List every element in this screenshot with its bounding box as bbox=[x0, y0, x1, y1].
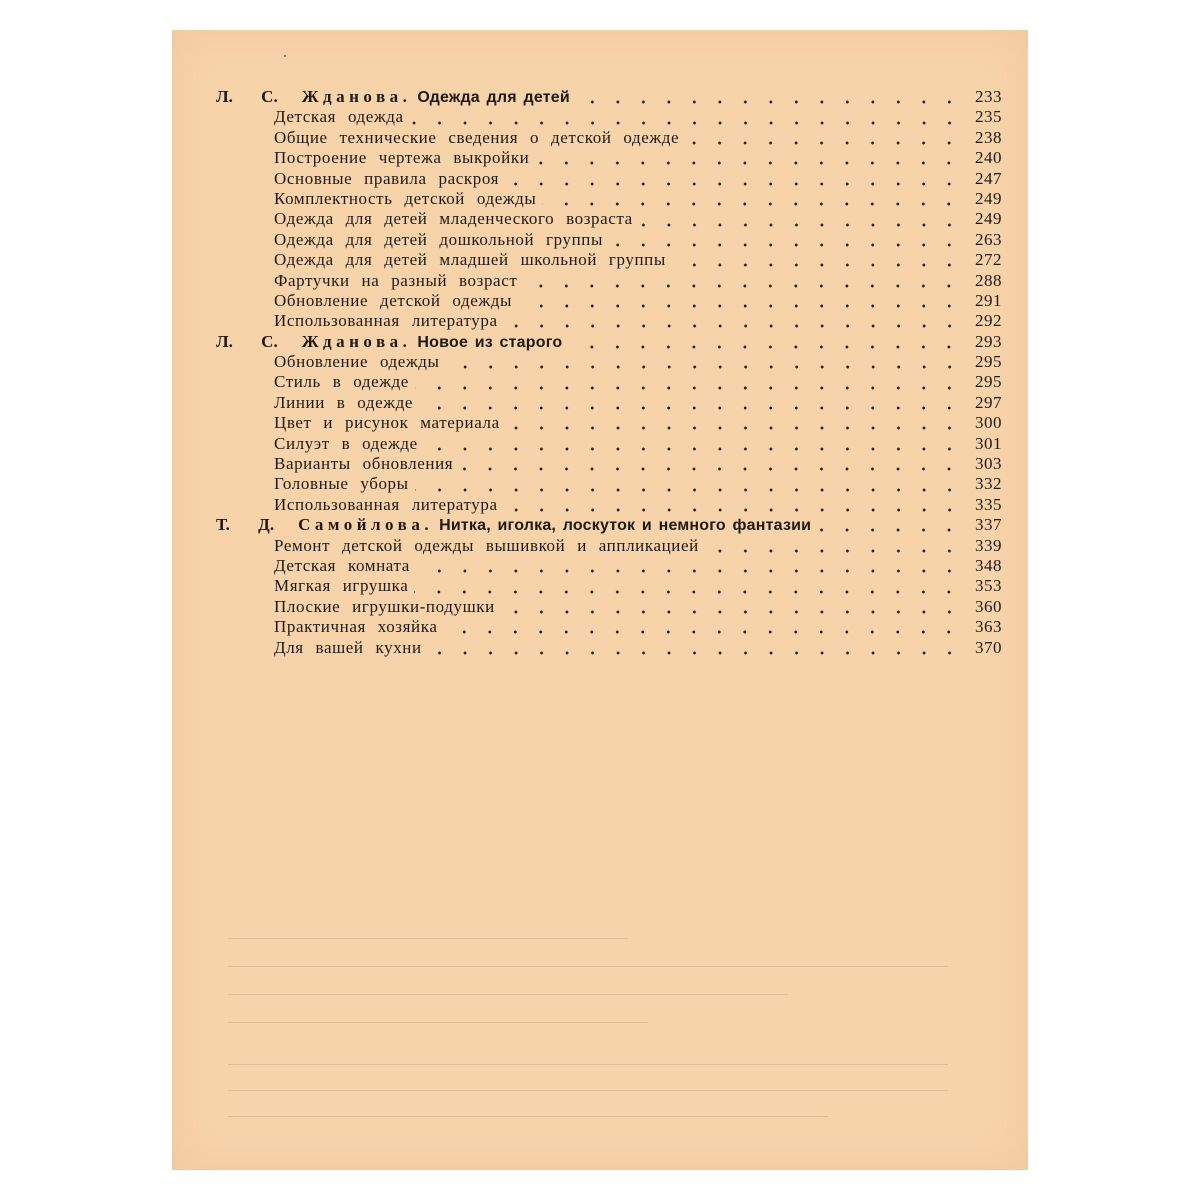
toc-entry-title: Общие технические сведения о детской одежде bbox=[274, 127, 680, 147]
toc-subentry bbox=[216, 556, 1002, 576]
toc-page-number: 300 bbox=[975, 413, 1002, 433]
toc-subentry bbox=[216, 434, 1002, 454]
toc-entry-title: Линии в одежде bbox=[274, 392, 413, 412]
toc-entry-title: Фартучки на разный возраст bbox=[274, 270, 518, 290]
toc-page-number: 240 bbox=[975, 148, 1002, 168]
toc-page-number: 295 bbox=[975, 352, 1002, 372]
toc-author-surname: Жданова. bbox=[301, 331, 412, 351]
dot-leader bbox=[410, 121, 962, 125]
toc-page-number: 272 bbox=[975, 250, 1002, 270]
toc-entry-title: Варианты обновления bbox=[274, 454, 454, 474]
toc-page-number: 291 bbox=[975, 290, 1002, 310]
toc-page-number: 249 bbox=[975, 188, 1002, 208]
toc-page-number: 247 bbox=[975, 168, 1002, 188]
toc-page-number: 370 bbox=[975, 637, 1002, 657]
toc-entry-title: Построение чертежа выкройки bbox=[274, 148, 530, 168]
show-through-line bbox=[228, 1022, 648, 1033]
dot-leader bbox=[705, 549, 962, 553]
toc-subentry bbox=[216, 372, 1002, 392]
toc-section-heading bbox=[216, 515, 811, 536]
dot-leader bbox=[419, 406, 962, 410]
show-through-line bbox=[228, 938, 628, 949]
toc-entry-title: Мягкая игрушка bbox=[274, 576, 409, 596]
toc-page-number: 293 bbox=[975, 331, 1002, 351]
toc-page-number: 337 bbox=[975, 515, 1002, 535]
toc-page-number: 363 bbox=[975, 617, 1002, 637]
toc-entry-title: Одежда для детей младенческого возраста bbox=[274, 209, 633, 229]
dot-leader bbox=[414, 590, 962, 594]
toc-page-number: 335 bbox=[975, 494, 1002, 514]
toc-subentry bbox=[216, 209, 1002, 229]
toc-page-number: 238 bbox=[975, 127, 1002, 147]
toc-author-initials: Л. С. bbox=[216, 331, 278, 351]
dot-leader bbox=[672, 263, 962, 267]
dot-leader bbox=[505, 182, 962, 186]
toc-entry-title: Использованная литература bbox=[274, 494, 498, 514]
table-of-contents bbox=[216, 87, 1002, 658]
dot-leader bbox=[639, 223, 962, 227]
toc-page-number: 233 bbox=[975, 87, 1002, 106]
toc-subentry bbox=[216, 597, 1002, 617]
dot-leader bbox=[446, 365, 962, 369]
dot-leader bbox=[506, 426, 962, 430]
show-through-line bbox=[228, 1116, 828, 1127]
toc-page-number: 332 bbox=[975, 474, 1002, 494]
toc-entry-title: Плоские игрушки-подушки bbox=[274, 596, 495, 616]
toc-page-number: 303 bbox=[975, 454, 1002, 474]
toc-page-number: 235 bbox=[975, 107, 1002, 127]
toc-subentry bbox=[216, 638, 1002, 658]
dot-leader bbox=[428, 651, 962, 655]
dot-leader bbox=[504, 508, 962, 512]
dot-leader bbox=[443, 630, 962, 634]
book-page bbox=[172, 30, 1028, 1170]
toc-entry-title: Практичная хозяйка bbox=[274, 617, 438, 637]
toc-entry-title: Детская одежда bbox=[274, 107, 404, 127]
dot-leader bbox=[424, 447, 962, 451]
show-through-line bbox=[228, 966, 948, 977]
show-through-line bbox=[228, 1090, 948, 1101]
toc-entry-title: Стиль в одежде bbox=[274, 372, 409, 392]
toc-author bbox=[216, 515, 433, 534]
dot-leader bbox=[576, 100, 962, 104]
dot-leader bbox=[504, 324, 962, 328]
dot-leader bbox=[685, 141, 962, 145]
toc-entry-title: Детская комната bbox=[274, 555, 410, 575]
toc-subentry bbox=[216, 536, 1002, 556]
toc-section-title: Новое из старого bbox=[417, 333, 563, 351]
toc-section-heading bbox=[216, 87, 570, 108]
toc-section-entry bbox=[216, 515, 1002, 535]
toc-author bbox=[216, 87, 411, 106]
toc-subentry bbox=[216, 474, 1002, 494]
toc-author-surname: Самойлова. bbox=[298, 515, 434, 535]
dot-leader bbox=[523, 284, 962, 288]
toc-entry-title: Использованная литература bbox=[274, 311, 498, 331]
toc-subentry bbox=[216, 128, 1002, 148]
toc-subentry bbox=[216, 291, 1002, 311]
dot-leader bbox=[568, 345, 962, 349]
toc-subentry bbox=[216, 189, 1002, 209]
toc-page-number: 288 bbox=[975, 270, 1002, 290]
toc-page-number: 348 bbox=[975, 555, 1002, 575]
toc-entry-title: Цвет и рисунок материала bbox=[274, 413, 500, 433]
show-through-line bbox=[228, 994, 788, 1005]
toc-subentry bbox=[216, 576, 1002, 596]
toc-author bbox=[216, 332, 411, 351]
toc-subentry bbox=[216, 169, 1002, 189]
toc-page-number: 292 bbox=[975, 311, 1002, 331]
toc-section-title: Одежда для детей bbox=[417, 89, 570, 106]
toc-entry-title: Обновление детской одежды bbox=[274, 290, 512, 310]
toc-entry-title: Для вашей кухни bbox=[274, 637, 422, 657]
ink-speck bbox=[284, 55, 286, 57]
toc-entry-title: Одежда для детей дошкольной группы bbox=[274, 229, 604, 249]
dot-leader bbox=[518, 304, 962, 308]
toc-page-number: 295 bbox=[975, 372, 1002, 392]
toc-page-number: 249 bbox=[975, 209, 1002, 229]
toc-subentry bbox=[216, 107, 1002, 127]
toc-subentry bbox=[216, 495, 1002, 515]
toc-subentry bbox=[216, 230, 1002, 250]
dot-leader bbox=[817, 528, 962, 532]
toc-section-entry bbox=[216, 87, 1002, 107]
dot-leader bbox=[459, 467, 962, 471]
toc-page-number: 360 bbox=[975, 596, 1002, 616]
toc-page-number: 339 bbox=[975, 535, 1002, 555]
toc-page-number: 353 bbox=[975, 576, 1002, 596]
show-through-line bbox=[228, 1064, 948, 1075]
toc-subentry bbox=[216, 148, 1002, 168]
toc-page-number: 301 bbox=[975, 433, 1002, 453]
toc-entry-title: Головные уборы bbox=[274, 474, 409, 494]
toc-entry-title: Основные правила раскроя bbox=[274, 168, 500, 188]
toc-subentry bbox=[216, 454, 1002, 474]
toc-entry-title: Ремонт детской одежды вышивкой и аппликацией bbox=[274, 535, 699, 555]
toc-section-entry bbox=[216, 332, 1002, 352]
toc-subentry bbox=[216, 250, 1002, 270]
toc-subentry bbox=[216, 393, 1002, 413]
dot-leader bbox=[415, 386, 962, 390]
toc-entry-title: Силуэт в одежде bbox=[274, 433, 418, 453]
toc-entry-title: Комплектность детской одежды bbox=[274, 188, 537, 208]
toc-page-number: 297 bbox=[975, 392, 1002, 412]
toc-author-initials: Л. С. bbox=[216, 87, 278, 106]
toc-author-surname: Жданова. bbox=[301, 87, 412, 106]
toc-entry-title: Обновление одежды bbox=[274, 352, 440, 372]
toc-subentry bbox=[216, 271, 1002, 291]
toc-subentry bbox=[216, 617, 1002, 637]
toc-section-heading bbox=[216, 332, 562, 353]
dot-leader bbox=[415, 488, 962, 492]
dot-leader bbox=[542, 202, 962, 206]
toc-author-initials: Т. Д. bbox=[216, 515, 275, 535]
dot-leader bbox=[609, 243, 962, 247]
dot-leader bbox=[501, 610, 962, 614]
dot-leader bbox=[535, 161, 962, 165]
toc-subentry bbox=[216, 413, 1002, 433]
toc-subentry bbox=[216, 352, 1002, 372]
dot-leader bbox=[416, 569, 962, 573]
toc-section-title: Нитка, иголка, лоскуток и немного фантазии bbox=[439, 517, 812, 535]
toc-subentry bbox=[216, 311, 1002, 331]
toc-page-number: 263 bbox=[975, 229, 1002, 249]
toc-entry-title: Одежда для детей младшей школьной группы bbox=[274, 250, 666, 270]
